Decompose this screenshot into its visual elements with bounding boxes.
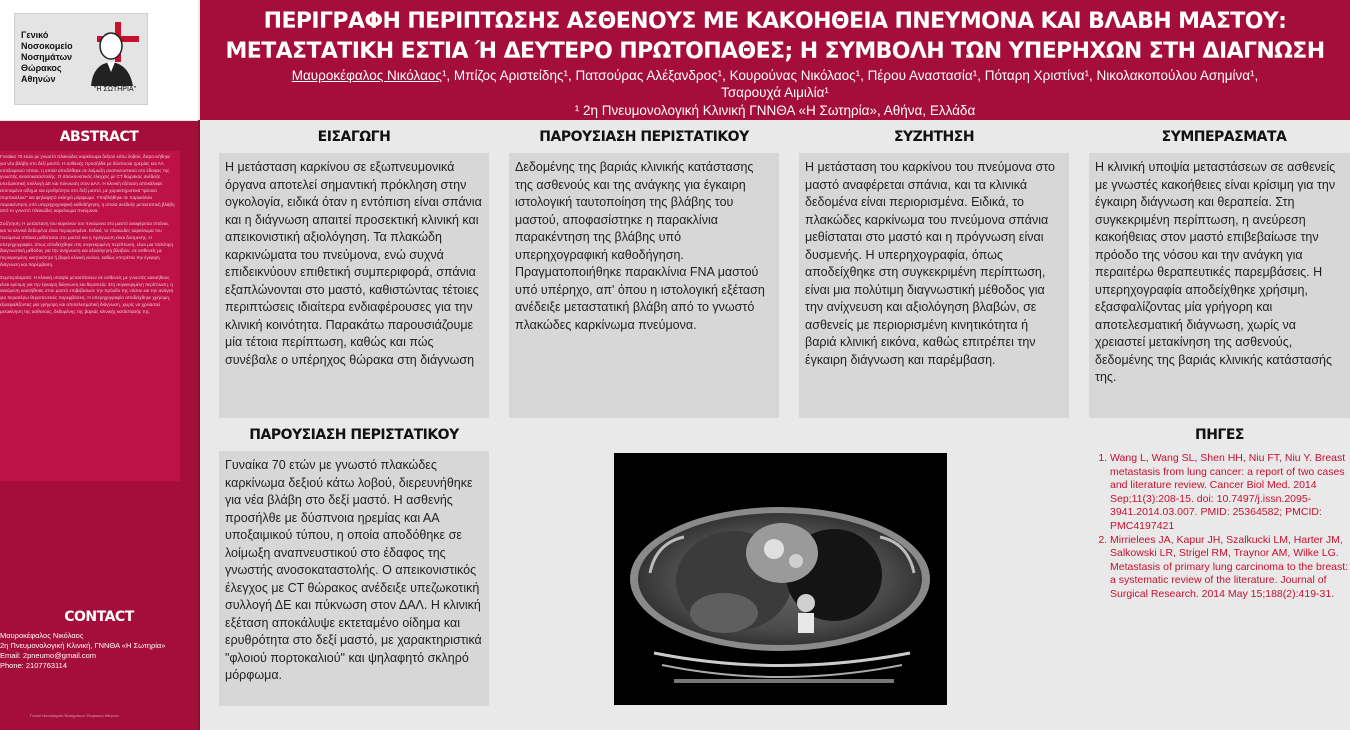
abstract-title: ABSTRACT	[59, 129, 139, 145]
sidebar-footer: Γενικό Νοσοκομείο Νοσημάτων Θώρακος Αθηνών	[30, 713, 119, 718]
contact-title: CONTACT	[64, 609, 134, 625]
ct-scan-image	[614, 453, 947, 705]
discussion-panel	[799, 153, 1069, 418]
case-panel-bottom	[219, 451, 489, 706]
poster-title-line2: ΜΕΤΑΣΤΑΤΙΚΗ ΕΣΤΙΑ Ή ΔΕΥΤΕΡΟ ΠΡΩΤΟΠΑΘΕΣ; Η ΣΥΜΒΟΛΗ ΤΩΝ ΥΠΕΡΗΧΩΝ ΣΤΗ ΔΙΑΓΝΩΣΗ	[225, 39, 1325, 64]
discussion-text: Η μετάσταση του καρκίνου του πνεύμονα στο μαστό αναφέρεται σπάνια, και τα κλινικά δεδομένα είναι περιορισμένα. Ειδικά, το πλακώδες καρκίνωμα του πνεύμονα σπάνια μεθίσταται στο μαστό και η πρόγνωση είναι δυσμενής. Η υπερηχογραφία, όπως αποδείχθηκε στη συγκεκριμένη περίπτωση, είναι μια πολύτιμη διαγνωστική μέθοδος για την ανίχνευση και αξιολόγηση βλαβών, σε ασθενείς με περιορισμένη κινητικότητα ή βαριά κλινική εικόνα, καθώς επιτρέπει την έγκαιρη διάγνωση και παρέμβαση.	[805, 160, 1055, 367]
reference-list	[1088, 452, 1350, 602]
hospital-logo-area	[0, 0, 198, 120]
conclusions-panel	[1089, 153, 1350, 418]
conclusions-title: ΣΥΜΠΕΡΑΣΜΑΤΑ	[1161, 129, 1287, 145]
contact-affiliation: 2η Πνευμονολογική Κλινική, ΓΝΝΘΑ «Η Σωτηρία»	[0, 641, 166, 650]
hospital-name-line: Νοσοκομείο	[21, 41, 73, 51]
hospital-name-line: Θώρακος	[21, 63, 62, 73]
author-list	[200, 67, 1350, 101]
ct-scan-icon	[614, 453, 947, 705]
abstract-paragraph: Γυναίκα 70 ετών με γνωστό πλακώδες καρκίνωμα δεξιού κάτω λοβού, διερευνήθηκε για νέα βλάβη στο δεξί μαστό. Η ασθενής προσήλθε με δύσπνοια ηρεμίας και ΑΑ υποξαιμικού τύπου, η οποία αποδόθηκε σε λοίμωξη αναπνευστικού στο έδαφος της γνωστής ανοσοκαταστολής. Ο απεικονιστικός έλεγχος με CT θώρακος ανέδειξε υπεζωκοτική συλλογή ΔΕ και πύκνωση στον ΔΑΛ. Η κλινική εξέταση αποκάλυψε εκτεταμένο οίδημα και ερυθρότητα στο δεξί μαστό, με χαρακτηριστικά "φλοιού πορτοκαλιού" και ψηλαφητό σκληρό μόρφωμα. Υποβλήθηκε σε παρακλίνια παρακέντηση υπό υπερηχογραφική καθοδήγηση, η οποία ανέδειξε μεταστατική βλάβη από το γνωστό πλακώδες καρκίνωμα πνεύμονα.	[0, 154, 175, 214]
hospital-name-line: Γενικό	[21, 30, 49, 40]
abstract-text	[0, 151, 180, 316]
abstract-box	[0, 151, 180, 481]
intro-panel	[219, 153, 489, 418]
co-authors: ¹, Μπίζος Αριστείδης¹, Πατσούρας Αλέξανδρος¹, Κουρούνας Νικόλαος¹, Πέρου Αναστασία¹, Πόταρη Χριστίνα¹, Νικολακοπούλου Ασημίνα¹, Τσαρουχά Αιμιλία¹	[441, 68, 1259, 100]
discussion-title: ΣΥΖΗΤΗΣΗ	[893, 129, 975, 145]
poster-title-line1: ΠΕΡΙΓΡΑΦΗ ΠΕΡΙΠΤΩΣΗΣ ΑΣΘΕΝΟΥΣ ΜΕ ΚΑΚΟΗΘΕΙΑ ΠΝΕΥΜΟΝΑ ΚΑΙ ΒΛΑΒΗ ΜΑΣΤΟΥ:	[263, 9, 1287, 34]
contact-info	[0, 631, 180, 703]
first-author: Μαυροκέφαλος Νικόλαος	[291, 68, 442, 83]
poster-title	[200, 7, 1350, 67]
intro-text: Η μετάσταση καρκίνου σε εξωπνευμονικά όργανα αποτελεί σημαντική πρόκληση στην ογκολογία, ειδικά όταν η εντόπιση είναι σπάνια και η διάγνωση απαιτεί προσεκτική κλινική και απεικονιστική αξιολόγηση. Τα πλακώδη καρκινώματα του πνεύμονα, ενώ συχνά επιδεικνύουν επιθετική συμπεριφορά, σπάνια εξαπλώνονται στο μαστό, καθιστώντας τέτοιες περιπτώσεις ιδιαίτερα ενδιαφέρουσες για την κλινική κοινότητα. Παρακάτω παρουσιάζουμε μία τέτοια περίπτωση, καθώς και πώς συνέβαλε ο υπέρηχος θώρακα στη διάγνωση	[225, 160, 482, 367]
contact-phone: Phone: 2107763114	[0, 661, 68, 670]
case-title-top: ΠΑΡΟΥΣΙΑΣΗ ΠΕΡΙΣΤΑΤΙΚΟΥ	[539, 129, 749, 145]
abstract-paragraph: Συζήτηση: Η μετάσταση του καρκίνου του πνεύμονα στο μαστό αναφέρεται σπάνια, και τα κλινικά δεδομένα είναι περιορισμένα. Ειδικά, το πλακώδες καρκίνωμα του πνεύμονα σπάνια μεθίσταται στο μαστό και η πρόγνωση είναι δυσμενής. Η υπερηχογραφία, όπως αποδείχθηκε στη συγκεκριμένη περίπτωση, είναι μια πολύτιμη διαγνωστική μέθοδος για την ανίχνευση και αξιολόγηση βλαβών, σε ασθενείς με περιορισμένη κινητικότητα ή βαριά κλινική εικόνα, καθώς επιτρέπει την έγκαιρη διάγνωση και παρέμβαση.	[0, 221, 174, 267]
reference-item: 2. Mirrielees JA, Kapur JH, Szalkucki LM, Harter JM, Salkowski LR, Strigel RM, Traynor AM, Wilke LG. Metastasis of primary lung carcinoma to the breast: a systematic review of the literature. Journal of Surgical Research. 2014 May 15;188(2):419-31.	[1110, 534, 1350, 602]
divider	[198, 120, 200, 730]
logo-caption: "Η ΣΩΤΗΡΙΑ"	[93, 86, 137, 93]
reference-item: 1. Wang L, Wang SL, Shen HH, Niu FT, Niu Y. Breast metastasis from lung cancer: a report of two cases and literature review. Cancer Biol Med. 2014 Sep;11(3):208-15. doi: 10.7497/j.issn.2095-3941.2014.03.007. PMID: 25364582; PMCID: PMC4197421	[1110, 452, 1350, 534]
case-panel-top	[509, 153, 779, 418]
hospital-name-line: Νοσημάτων	[21, 52, 73, 62]
poster-header	[200, 0, 1350, 120]
hospital-name-line: Αθηνών	[21, 74, 56, 84]
affiliation: ¹ 2η Πνευμονολογική Κλινική ΓΝΝΘΑ «Η Σωτηρία», Αθήνα, Ελλάδα	[574, 103, 976, 118]
hospital-logo	[14, 13, 148, 105]
conclusions-text: Η κλινική υποψία μεταστάσεων σε ασθενείς με γνωστές κακοήθειες είναι κρίσιμη για την έγκαιρη διάγνωση και θεραπεία. Στη συγκεκριμένη περίπτωση, η ανεύρεση κακοήθειας στον μαστό επιβεβαίωσε την πρόοδο της νόσου και την ανάγκη για περαιτέρω θεραπευτικές παρεμβάσεις. Η υπερηχογραφία αποδείχθηκε χρήσιμη, εξασφαλίζοντας μία γρήγορη και αποτελεσματική διάγνωση, χωρίς να χρειαστεί μετακίνηση της ασθενούς, δεδομένης της βαριάς κλινικής κατάστασής της.	[1095, 160, 1336, 384]
case-text-top: Δεδομένης της βαριάς κλινικής κατάστασης της ασθενούς και της ανάγκης για έγκαιρη ιστολογική ταυτοποίηση της βλάβης του μαστού, αποφασίστηκε η παρακλίνια παρακέντηση της βλάβης υπό υπερηχογραφική καθοδήγηση.	[515, 160, 754, 262]
hospital-name	[21, 30, 73, 85]
sidebar	[0, 121, 198, 730]
refs-title: ΠΗΓΕΣ	[1195, 427, 1244, 443]
abstract-paragraph: Συμπεράσματα: Η κλινική υποψία μεταστάσεων σε ασθενείς με γνωστές κακοήθειες είναι κρίσιμη για την έγκαιρη διάγνωση και θεραπεία. Στη συγκεκριμένη περίπτωση, η ανεύρεση κακοήθειας στον μαστό επιβεβαίωσε την πρόοδο της νόσου και την ανάγκη για περαιτέρω θεραπευτικές παρεμβάσεις. Η υπερηχογραφία αποδείχθηκε χρήσιμη, εξασφαλίζοντας μία γρήγορη και αποτελεσματική διάγνωση, χωρίς να χρειαστεί μετακίνηση της ασθενούς, δεδομένης της βαριάς κλινικής κατάστασής της.	[0, 274, 174, 314]
case-title-bottom: ΠΑΡΟΥΣΙΑΣΗ ΠΕΡΙΣΤΑΤΙΚΟΥ	[249, 427, 459, 443]
contact-name: Μαυροκέφαλος Νικόλαος	[0, 631, 84, 640]
case-text-top: Πραγματοποιήθηκε παρακλίνια FNA μαστού υπό υπέρηχο, απ' όπου η ιστολογική εξέταση ανέδειξε μεταστατική βλάβη από το γνωστό πλακώδες καρκίνωμα πνεύμονα.	[515, 265, 765, 332]
intro-title: ΕΙΣΑΓΩΓΗ	[317, 129, 391, 145]
case-text-bottom: Γυναίκα 70 ετών με γνωστό πλακώδες καρκίνωμα δεξιού κάτω λοβού, διερευνήθηκε για νέα βλάβη στο δεξί μαστό. Η ασθενής προσήλθε με δύσπνοια ηρεμίας και ΑΑ υποξαιμικού τύπου, η οποία αποδόθηκε σε λοίμωξη αναπνευστικού στο έδαφος της γνωστής ανοσοκαταστολής. Ο απεικονιστικός έλεγχος με CT θώρακος ανέδειξε υπεζωκοτική συλλογή ΔΕ και πύκνωση στον ΔΑΛ. Η κλινική εξέταση αποκάλυψε εκτεταμένο οίδημα και ερυθρότητα στο δεξί μαστό, με χαρακτηριστικά "φλοιού πορτοκαλιού" και ψηλαφητό σκληρό μόρφωμα.	[225, 458, 482, 682]
contact-email: Email: 2pneumo@gmail.com	[0, 651, 96, 660]
